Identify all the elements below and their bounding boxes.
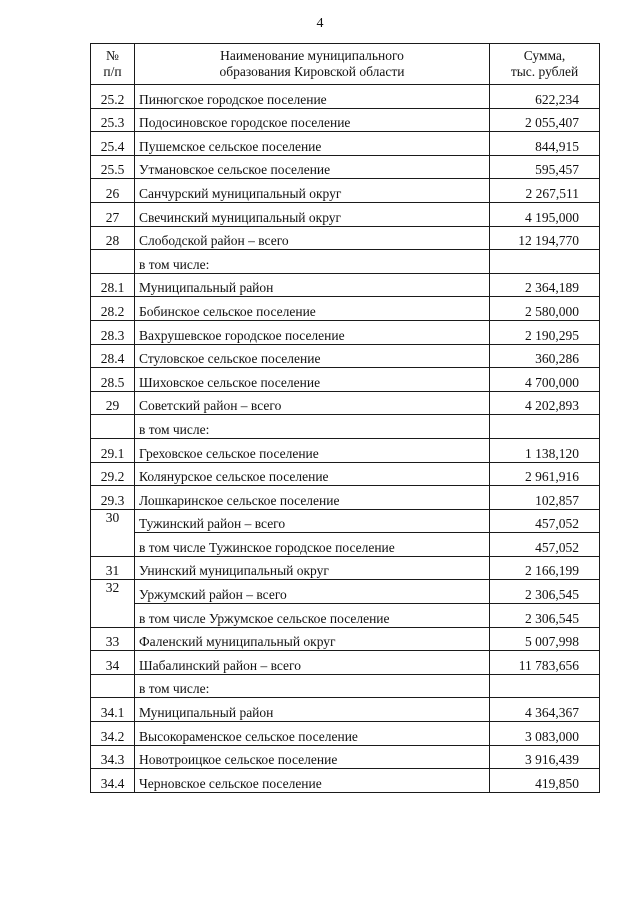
table-subrow (91, 533, 600, 557)
row-sum (490, 674, 600, 698)
table-subrow (91, 604, 600, 628)
row-name: Подосиновское городское поселение (135, 108, 490, 132)
table-row (91, 651, 600, 675)
table-row (91, 320, 600, 344)
subrow-name: в том числе Уржумское сельское поселение (135, 604, 490, 628)
row-name: Муниципальный район (135, 698, 490, 722)
row-number: 34.4 (91, 769, 135, 793)
row-sum: 2 055,407 (490, 108, 600, 132)
row-number: 34.3 (91, 745, 135, 769)
header-sum-line1: Сумма, (523, 48, 566, 63)
table-row (91, 108, 600, 132)
row-name: Новотроицкое сельское поселение (135, 745, 490, 769)
row-sum: 595,457 (490, 155, 600, 179)
row-sum: 1 138,120 (490, 438, 600, 462)
row-number: 34.1 (91, 698, 135, 722)
table-row (91, 179, 600, 203)
row-sum: 102,857 (490, 486, 600, 510)
row-name: Черновское сельское поселение (135, 769, 490, 793)
table-row (91, 462, 600, 486)
row-sum (490, 415, 600, 439)
row-sum: 2 166,199 (490, 556, 600, 580)
row-sum: 2 190,295 (490, 320, 600, 344)
table-row (91, 297, 600, 321)
row-sum (490, 250, 600, 274)
row-sum: 2 580,000 (490, 297, 600, 321)
row-name: Муниципальный район (135, 273, 490, 297)
table-row (91, 155, 600, 179)
row-name: Колянурское сельское поселение (135, 462, 490, 486)
table-row (91, 580, 600, 604)
row-name: Пинюгское городское поселение (135, 85, 490, 109)
header-sum-line2: тыс. рублей (510, 64, 579, 79)
row-number: 29.1 (91, 438, 135, 462)
row-sum: 4 202,893 (490, 391, 600, 415)
row-number: 25.3 (91, 108, 135, 132)
table-row (91, 391, 600, 415)
subrow-sum: 2 306,545 (490, 604, 600, 628)
row-sum: 11 783,656 (490, 651, 600, 675)
row-sum: 4 700,000 (490, 368, 600, 392)
header-name-line2: образования Кировской области (219, 64, 405, 79)
row-name: Вахрушевское городское поселение (135, 320, 490, 344)
row-number: 26 (91, 179, 135, 203)
table-row (91, 226, 600, 250)
table-row (91, 674, 600, 698)
table-row (91, 250, 600, 274)
row-number: 29.2 (91, 462, 135, 486)
row-number: 28 (91, 226, 135, 250)
row-sum: 2 267,511 (490, 179, 600, 203)
header-number (91, 44, 135, 85)
row-number: 25.2 (91, 85, 135, 109)
row-sum: 360,286 (490, 344, 600, 368)
row-number: 28.3 (91, 320, 135, 344)
row-sum: 12 194,770 (490, 226, 600, 250)
row-number: 30 (91, 509, 135, 556)
row-name: Унинский муниципальный округ (135, 556, 490, 580)
subrow-sum: 457,052 (490, 533, 600, 557)
table-row (91, 769, 600, 793)
row-sum: 4 195,000 (490, 202, 600, 226)
table-row (91, 344, 600, 368)
row-sum: 622,234 (490, 85, 600, 109)
row-number (91, 250, 135, 274)
row-number (91, 674, 135, 698)
row-number: 28.4 (91, 344, 135, 368)
table-row (91, 556, 600, 580)
row-number: 25.4 (91, 132, 135, 156)
subrow-name: в том числе Тужинское городское поселение (135, 533, 490, 557)
row-sum: 4 364,367 (490, 698, 600, 722)
table-row (91, 438, 600, 462)
row-name: Шиховское сельское поселение (135, 368, 490, 392)
row-name: в том числе: (135, 674, 490, 698)
row-sum: 3 916,439 (490, 745, 600, 769)
table-header (91, 44, 600, 85)
row-name: Высокораменское сельское поселение (135, 722, 490, 746)
row-number: 28.5 (91, 368, 135, 392)
row-number: 31 (91, 556, 135, 580)
row-number: 29 (91, 391, 135, 415)
row-name: Греховское сельское поселение (135, 438, 490, 462)
table-row (91, 273, 600, 297)
row-number: 27 (91, 202, 135, 226)
row-number: 32 (91, 580, 135, 627)
table-row (91, 698, 600, 722)
header-name (135, 44, 490, 85)
table-row (91, 85, 600, 109)
row-name: Пушемское сельское поселение (135, 132, 490, 156)
table-body (91, 85, 600, 793)
table-row (91, 132, 600, 156)
row-name: в том числе: (135, 250, 490, 274)
row-sum: 419,850 (490, 769, 600, 793)
row-name: Шабалинский район – всего (135, 651, 490, 675)
page-number: 4 (316, 16, 324, 31)
table-row (91, 722, 600, 746)
row-name: Санчурский муниципальный округ (135, 179, 490, 203)
table-row (91, 745, 600, 769)
table-row (91, 368, 600, 392)
row-sum: 844,915 (490, 132, 600, 156)
row-sum: 2 961,916 (490, 462, 600, 486)
row-number: 28.1 (91, 273, 135, 297)
row-sum: 3 083,000 (490, 722, 600, 746)
header-name-line1: Наименование муниципального (220, 48, 404, 63)
header-number-line1: № (106, 48, 119, 63)
row-name: Утмановское сельское поселение (135, 155, 490, 179)
table-row (91, 627, 600, 651)
row-number: 33 (91, 627, 135, 651)
table-row (91, 509, 600, 533)
row-sum: 2 306,545 (490, 580, 600, 604)
row-sum: 2 364,189 (490, 273, 600, 297)
row-number: 28.2 (91, 297, 135, 321)
row-name: Фаленский муниципальный округ (135, 627, 490, 651)
row-name: Тужинский район – всего (135, 509, 490, 533)
table-row (91, 486, 600, 510)
header-number-line2: п/п (103, 64, 122, 79)
header-sum (490, 44, 600, 85)
row-name: Лошкаринское сельское поселение (135, 486, 490, 510)
row-name: Бобинское сельское поселение (135, 297, 490, 321)
row-name: Уржумский район – всего (135, 580, 490, 604)
row-number (91, 415, 135, 439)
table-row (91, 415, 600, 439)
table-row (91, 202, 600, 226)
row-sum: 457,052 (490, 509, 600, 533)
row-name: в том числе: (135, 415, 490, 439)
row-name: Советский район – всего (135, 391, 490, 415)
row-name: Стуловское сельское поселение (135, 344, 490, 368)
row-number: 29.3 (91, 486, 135, 510)
row-sum: 5 007,998 (490, 627, 600, 651)
row-number: 25.5 (91, 155, 135, 179)
row-name: Слободской район – всего (135, 226, 490, 250)
row-number: 34.2 (91, 722, 135, 746)
budget-table (90, 43, 600, 793)
row-number: 34 (91, 651, 135, 675)
row-name: Свечинский муниципальный округ (135, 202, 490, 226)
